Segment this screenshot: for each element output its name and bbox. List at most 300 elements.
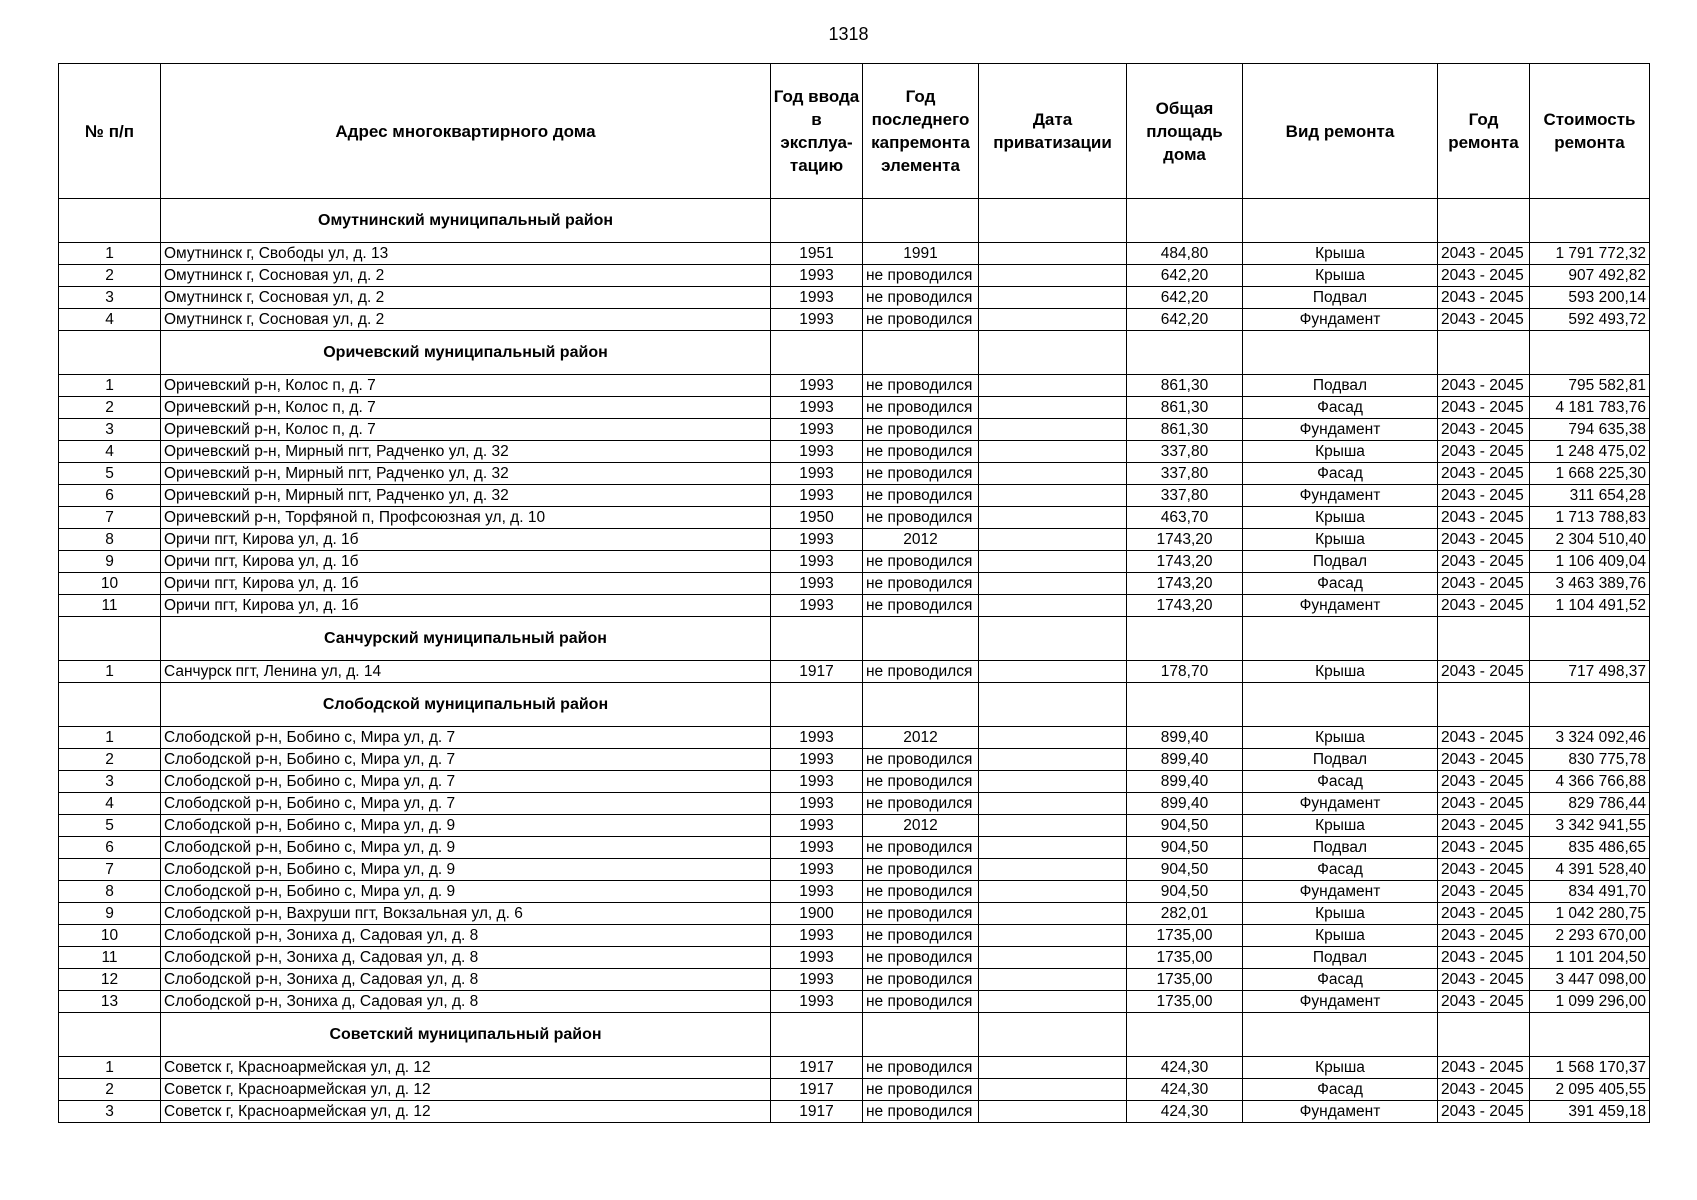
col-header-year-built: Год ввода в эксплуа-тацию [771,64,863,199]
row-repair-year: 2043 - 2045 [1438,837,1530,859]
row-number: 5 [59,815,161,837]
row-last-repair: не проводился [863,287,979,309]
row-repair-type: Крыша [1243,265,1438,287]
row-cost: 3 447 098,00 [1530,969,1650,991]
row-area: 1743,20 [1127,551,1243,573]
row-repair-year: 2043 - 2045 [1438,925,1530,947]
row-area: 904,50 [1127,881,1243,903]
row-repair-type: Крыша [1243,727,1438,749]
row-repair-type: Крыша [1243,903,1438,925]
header-row [59,64,1650,199]
row-area: 337,80 [1127,441,1243,463]
row-area: 1735,00 [1127,991,1243,1013]
section-title: Санчурский муниципальный район [161,617,771,661]
row-privatization [979,771,1127,793]
row-last-repair: не проводился [863,661,979,683]
row-repair-year: 2043 - 2045 [1438,309,1530,331]
row-area: 424,30 [1127,1101,1243,1123]
row-number: 1 [59,661,161,683]
row-year-built: 1993 [771,771,863,793]
row-repair-year: 2043 - 2045 [1438,1101,1530,1123]
row-number: 6 [59,485,161,507]
row-cost: 829 786,44 [1530,793,1650,815]
row-cost: 3 342 941,55 [1530,815,1650,837]
col-header-repair-year: Год ремонта [1438,64,1530,199]
row-repair-year: 2043 - 2045 [1438,969,1530,991]
row-year-built: 1993 [771,969,863,991]
row-number: 11 [59,595,161,617]
row-last-repair: не проводился [863,837,979,859]
row-repair-type: Фундамент [1243,309,1438,331]
row-year-built: 1917 [771,1057,863,1079]
section-empty-cell [1127,199,1243,243]
col-header-last-repair: Год последнего капремонта элемента [863,64,979,199]
row-repair-year: 2043 - 2045 [1438,815,1530,837]
row-last-repair: не проводился [863,903,979,925]
row-address: Оричевский р-н, Колос п, д. 7 [161,419,771,441]
row-number: 13 [59,991,161,1013]
row-year-built: 1993 [771,551,863,573]
row-privatization [979,441,1127,463]
row-last-repair: 2012 [863,815,979,837]
table-row [59,947,1650,969]
row-year-built: 1993 [771,375,863,397]
row-number: 3 [59,419,161,441]
row-privatization [979,573,1127,595]
table-row [59,287,1650,309]
section-empty-cell [1530,331,1650,375]
row-last-repair: не проводился [863,441,979,463]
row-privatization [979,837,1127,859]
row-privatization [979,1079,1127,1101]
row-repair-type: Подвал [1243,749,1438,771]
row-privatization [979,243,1127,265]
row-address: Слободской р-н, Зониха д, Садовая ул, д. 8 [161,991,771,1013]
row-area: 337,80 [1127,485,1243,507]
row-year-built: 1993 [771,419,863,441]
row-privatization [979,397,1127,419]
table-row [59,771,1650,793]
row-area: 1743,20 [1127,573,1243,595]
section-empty-cell [59,1013,161,1057]
table-row [59,969,1650,991]
row-area: 1735,00 [1127,947,1243,969]
row-area: 904,50 [1127,815,1243,837]
row-address: Оричевский р-н, Мирный пгт, Радченко ул, д. 32 [161,441,771,463]
row-repair-type: Фасад [1243,859,1438,881]
section-empty-cell [59,331,161,375]
row-cost: 907 492,82 [1530,265,1650,287]
row-address: Слободской р-н, Бобино с, Мира ул, д. 9 [161,837,771,859]
section-header-row [59,683,1650,727]
row-privatization [979,661,1127,683]
row-cost: 2 095 405,55 [1530,1079,1650,1101]
row-address: Оричевский р-н, Торфяной п, Профсоюзная ул, д. 10 [161,507,771,529]
row-privatization [979,287,1127,309]
row-year-built: 1993 [771,859,863,881]
section-empty-cell [1127,331,1243,375]
row-cost: 391 459,18 [1530,1101,1650,1123]
row-year-built: 1993 [771,837,863,859]
row-year-built: 1993 [771,441,863,463]
section-header-row [59,617,1650,661]
row-address: Слободской р-н, Зониха д, Садовая ул, д. 8 [161,925,771,947]
row-number: 7 [59,859,161,881]
row-privatization [979,595,1127,617]
row-number: 7 [59,507,161,529]
repair-register-table [58,63,1650,1123]
row-repair-type: Крыша [1243,243,1438,265]
row-repair-type: Крыша [1243,441,1438,463]
row-privatization [979,529,1127,551]
row-repair-year: 2043 - 2045 [1438,287,1530,309]
row-area: 904,50 [1127,837,1243,859]
row-cost: 717 498,37 [1530,661,1650,683]
row-address: Омутнинск г, Сосновая ул, д. 2 [161,287,771,309]
row-area: 904,50 [1127,859,1243,881]
row-privatization [979,265,1127,287]
row-repair-year: 2043 - 2045 [1438,485,1530,507]
row-repair-type: Фундамент [1243,881,1438,903]
section-empty-cell [1530,1013,1650,1057]
section-title: Оричевский муниципальный район [161,331,771,375]
row-year-built: 1993 [771,815,863,837]
row-repair-type: Фасад [1243,463,1438,485]
row-address: Слободской р-н, Бобино с, Мира ул, д. 7 [161,793,771,815]
row-cost: 1 248 475,02 [1530,441,1650,463]
row-privatization [979,991,1127,1013]
row-address: Оричевский р-н, Мирный пгт, Радченко ул, д. 32 [161,485,771,507]
section-empty-cell [1243,683,1438,727]
row-number: 4 [59,793,161,815]
row-number: 12 [59,969,161,991]
row-privatization [979,969,1127,991]
row-cost: 794 635,38 [1530,419,1650,441]
row-privatization [979,727,1127,749]
row-address: Оричи пгт, Кирова ул, д. 1б [161,595,771,617]
row-cost: 3 324 092,46 [1530,727,1650,749]
row-number: 6 [59,837,161,859]
row-repair-year: 2043 - 2045 [1438,793,1530,815]
row-address: Слободской р-н, Зониха д, Садовая ул, д. 8 [161,947,771,969]
row-year-built: 1993 [771,573,863,595]
row-privatization [979,419,1127,441]
row-cost: 1 568 170,37 [1530,1057,1650,1079]
row-repair-year: 2043 - 2045 [1438,243,1530,265]
row-repair-type: Крыша [1243,1057,1438,1079]
row-address: Советск г, Красноармейская ул, д. 12 [161,1057,771,1079]
row-area: 463,70 [1127,507,1243,529]
row-cost: 4 366 766,88 [1530,771,1650,793]
row-repair-type: Фасад [1243,397,1438,419]
row-area: 899,40 [1127,771,1243,793]
row-cost: 311 654,28 [1530,485,1650,507]
row-number: 2 [59,749,161,771]
table-row [59,727,1650,749]
table-row [59,1101,1650,1123]
row-cost: 2 293 670,00 [1530,925,1650,947]
row-address: Слободской р-н, Зониха д, Садовая ул, д. 8 [161,969,771,991]
row-number: 3 [59,771,161,793]
row-repair-year: 2043 - 2045 [1438,441,1530,463]
table-row [59,925,1650,947]
row-privatization [979,749,1127,771]
row-year-built: 1993 [771,749,863,771]
row-privatization [979,507,1127,529]
row-number: 3 [59,287,161,309]
row-last-repair: не проводился [863,463,979,485]
col-header-address: Адрес многоквартирного дома [161,64,771,199]
row-last-repair: не проводился [863,551,979,573]
row-year-built: 1993 [771,727,863,749]
table-row [59,1057,1650,1079]
row-year-built: 1993 [771,309,863,331]
row-address: Оричи пгт, Кирова ул, д. 1б [161,529,771,551]
row-last-repair: не проводился [863,265,979,287]
section-empty-cell [863,331,979,375]
row-last-repair: не проводился [863,375,979,397]
section-empty-cell [1438,617,1530,661]
row-area: 1743,20 [1127,595,1243,617]
row-address: Слободской р-н, Бобино с, Мира ул, д. 9 [161,881,771,903]
row-year-built: 1993 [771,397,863,419]
row-year-built: 1917 [771,661,863,683]
row-cost: 1 101 204,50 [1530,947,1650,969]
row-address: Оричевский р-н, Колос п, д. 7 [161,397,771,419]
section-empty-cell [1243,199,1438,243]
row-year-built: 1993 [771,287,863,309]
row-cost: 830 775,78 [1530,749,1650,771]
row-last-repair: не проводился [863,1079,979,1101]
row-area: 861,30 [1127,397,1243,419]
row-repair-type: Подвал [1243,287,1438,309]
section-empty-cell [1530,617,1650,661]
row-last-repair: не проводился [863,507,979,529]
row-year-built: 1900 [771,903,863,925]
row-cost: 1 713 788,83 [1530,507,1650,529]
row-area: 1735,00 [1127,969,1243,991]
row-privatization [979,463,1127,485]
col-header-area: Общая площадь дома [1127,64,1243,199]
row-area: 282,01 [1127,903,1243,925]
row-address: Слободской р-н, Бобино с, Мира ул, д. 7 [161,727,771,749]
row-number: 9 [59,551,161,573]
row-number: 8 [59,529,161,551]
row-address: Оричевский р-н, Колос п, д. 7 [161,375,771,397]
row-repair-type: Фундамент [1243,793,1438,815]
row-repair-year: 2043 - 2045 [1438,947,1530,969]
row-privatization [979,903,1127,925]
section-empty-cell [979,1013,1127,1057]
row-last-repair: не проводился [863,309,979,331]
row-repair-type: Фундамент [1243,1101,1438,1123]
section-empty-cell [1530,199,1650,243]
row-last-repair: не проводился [863,969,979,991]
row-number: 8 [59,881,161,903]
section-empty-cell [979,199,1127,243]
row-privatization [979,793,1127,815]
table-row [59,859,1650,881]
row-repair-year: 2043 - 2045 [1438,1057,1530,1079]
row-cost: 2 304 510,40 [1530,529,1650,551]
row-repair-type: Подвал [1243,837,1438,859]
row-repair-type: Фасад [1243,573,1438,595]
row-last-repair: не проводился [863,881,979,903]
section-title: Советский муниципальный район [161,1013,771,1057]
row-cost: 1 042 280,75 [1530,903,1650,925]
row-repair-year: 2043 - 2045 [1438,375,1530,397]
row-repair-year: 2043 - 2045 [1438,595,1530,617]
section-empty-cell [1127,1013,1243,1057]
row-cost: 1 668 225,30 [1530,463,1650,485]
row-area: 424,30 [1127,1057,1243,1079]
section-empty-cell [59,683,161,727]
section-empty-cell [771,617,863,661]
row-repair-type: Крыша [1243,815,1438,837]
section-empty-cell [1438,1013,1530,1057]
col-header-privatization: Дата приватизации [979,64,1127,199]
row-repair-year: 2043 - 2045 [1438,749,1530,771]
section-empty-cell [979,617,1127,661]
table-row [59,265,1650,287]
row-number: 1 [59,1057,161,1079]
row-privatization [979,1057,1127,1079]
row-number: 1 [59,727,161,749]
section-empty-cell [1243,617,1438,661]
row-year-built: 1993 [771,485,863,507]
row-address: Советск г, Красноармейская ул, д. 12 [161,1079,771,1101]
table-row [59,397,1650,419]
table-row [59,463,1650,485]
row-repair-type: Фасад [1243,969,1438,991]
row-last-repair: не проводился [863,573,979,595]
row-address: Слободской р-н, Бобино с, Мира ул, д. 9 [161,859,771,881]
table-row [59,573,1650,595]
row-last-repair: не проводился [863,925,979,947]
section-empty-cell [1127,617,1243,661]
table-row [59,661,1650,683]
row-year-built: 1993 [771,881,863,903]
row-repair-year: 2043 - 2045 [1438,507,1530,529]
row-address: Оричи пгт, Кирова ул, д. 1б [161,551,771,573]
section-empty-cell [771,331,863,375]
row-year-built: 1993 [771,991,863,1013]
section-empty-cell [59,617,161,661]
col-header-repair-type: Вид ремонта [1243,64,1438,199]
row-cost: 1 104 491,52 [1530,595,1650,617]
table-row [59,243,1650,265]
table-body [59,199,1650,1123]
section-title: Омутнинский муниципальный район [161,199,771,243]
row-year-built: 1951 [771,243,863,265]
row-repair-type: Подвал [1243,551,1438,573]
section-header-row [59,1013,1650,1057]
row-privatization [979,485,1127,507]
row-cost: 1 791 772,32 [1530,243,1650,265]
row-number: 11 [59,947,161,969]
row-year-built: 1993 [771,793,863,815]
page-number: 1318 [828,24,869,44]
row-privatization [979,815,1127,837]
row-last-repair: 2012 [863,529,979,551]
col-header-cost: Стоимость ремонта [1530,64,1650,199]
row-last-repair: не проводился [863,947,979,969]
table-row [59,375,1650,397]
row-repair-year: 2043 - 2045 [1438,859,1530,881]
table-row [59,485,1650,507]
section-empty-cell [1243,331,1438,375]
row-repair-year: 2043 - 2045 [1438,265,1530,287]
row-number: 5 [59,463,161,485]
row-repair-type: Фундамент [1243,991,1438,1013]
row-number: 3 [59,1101,161,1123]
row-repair-year: 2043 - 2045 [1438,771,1530,793]
row-year-built: 1993 [771,947,863,969]
row-repair-type: Крыша [1243,661,1438,683]
section-empty-cell [1127,683,1243,727]
table-row [59,991,1650,1013]
row-privatization [979,859,1127,881]
section-header-row [59,199,1650,243]
row-area: 899,40 [1127,727,1243,749]
row-repair-year: 2043 - 2045 [1438,1079,1530,1101]
row-year-built: 1950 [771,507,863,529]
row-address: Слободской р-н, Вахруши пгт, Вокзальная ул, д. 6 [161,903,771,925]
row-area: 424,30 [1127,1079,1243,1101]
section-empty-cell [1530,683,1650,727]
row-repair-type: Крыша [1243,529,1438,551]
row-privatization [979,881,1127,903]
row-privatization [979,375,1127,397]
section-title: Слободской муниципальный район [161,683,771,727]
table-row [59,815,1650,837]
row-number: 1 [59,375,161,397]
row-number: 9 [59,903,161,925]
section-empty-cell [863,683,979,727]
table-row [59,1079,1650,1101]
row-address: Слободской р-н, Бобино с, Мира ул, д. 9 [161,815,771,837]
row-address: Омутнинск г, Сосновая ул, д. 2 [161,309,771,331]
table-row [59,595,1650,617]
row-number: 4 [59,309,161,331]
row-year-built: 1993 [771,595,863,617]
row-cost: 795 582,81 [1530,375,1650,397]
table-row [59,551,1650,573]
row-repair-year: 2043 - 2045 [1438,991,1530,1013]
row-repair-type: Фундамент [1243,595,1438,617]
row-area: 1743,20 [1127,529,1243,551]
row-number: 1 [59,243,161,265]
row-last-repair: не проводился [863,1101,979,1123]
row-address: Слободской р-н, Бобино с, Мира ул, д. 7 [161,771,771,793]
row-repair-type: Крыша [1243,507,1438,529]
row-last-repair: не проводился [863,749,979,771]
row-area: 899,40 [1127,749,1243,771]
row-number: 10 [59,573,161,595]
row-repair-year: 2043 - 2045 [1438,419,1530,441]
row-area: 642,20 [1127,265,1243,287]
row-repair-year: 2043 - 2045 [1438,397,1530,419]
section-empty-cell [771,199,863,243]
section-empty-cell [1243,1013,1438,1057]
row-repair-year: 2043 - 2045 [1438,551,1530,573]
section-empty-cell [1438,683,1530,727]
row-last-repair: не проводился [863,793,979,815]
section-header-row [59,331,1650,375]
table-row [59,529,1650,551]
row-address: Советск г, Красноармейская ул, д. 12 [161,1101,771,1123]
row-address: Оричи пгт, Кирова ул, д. 1б [161,573,771,595]
